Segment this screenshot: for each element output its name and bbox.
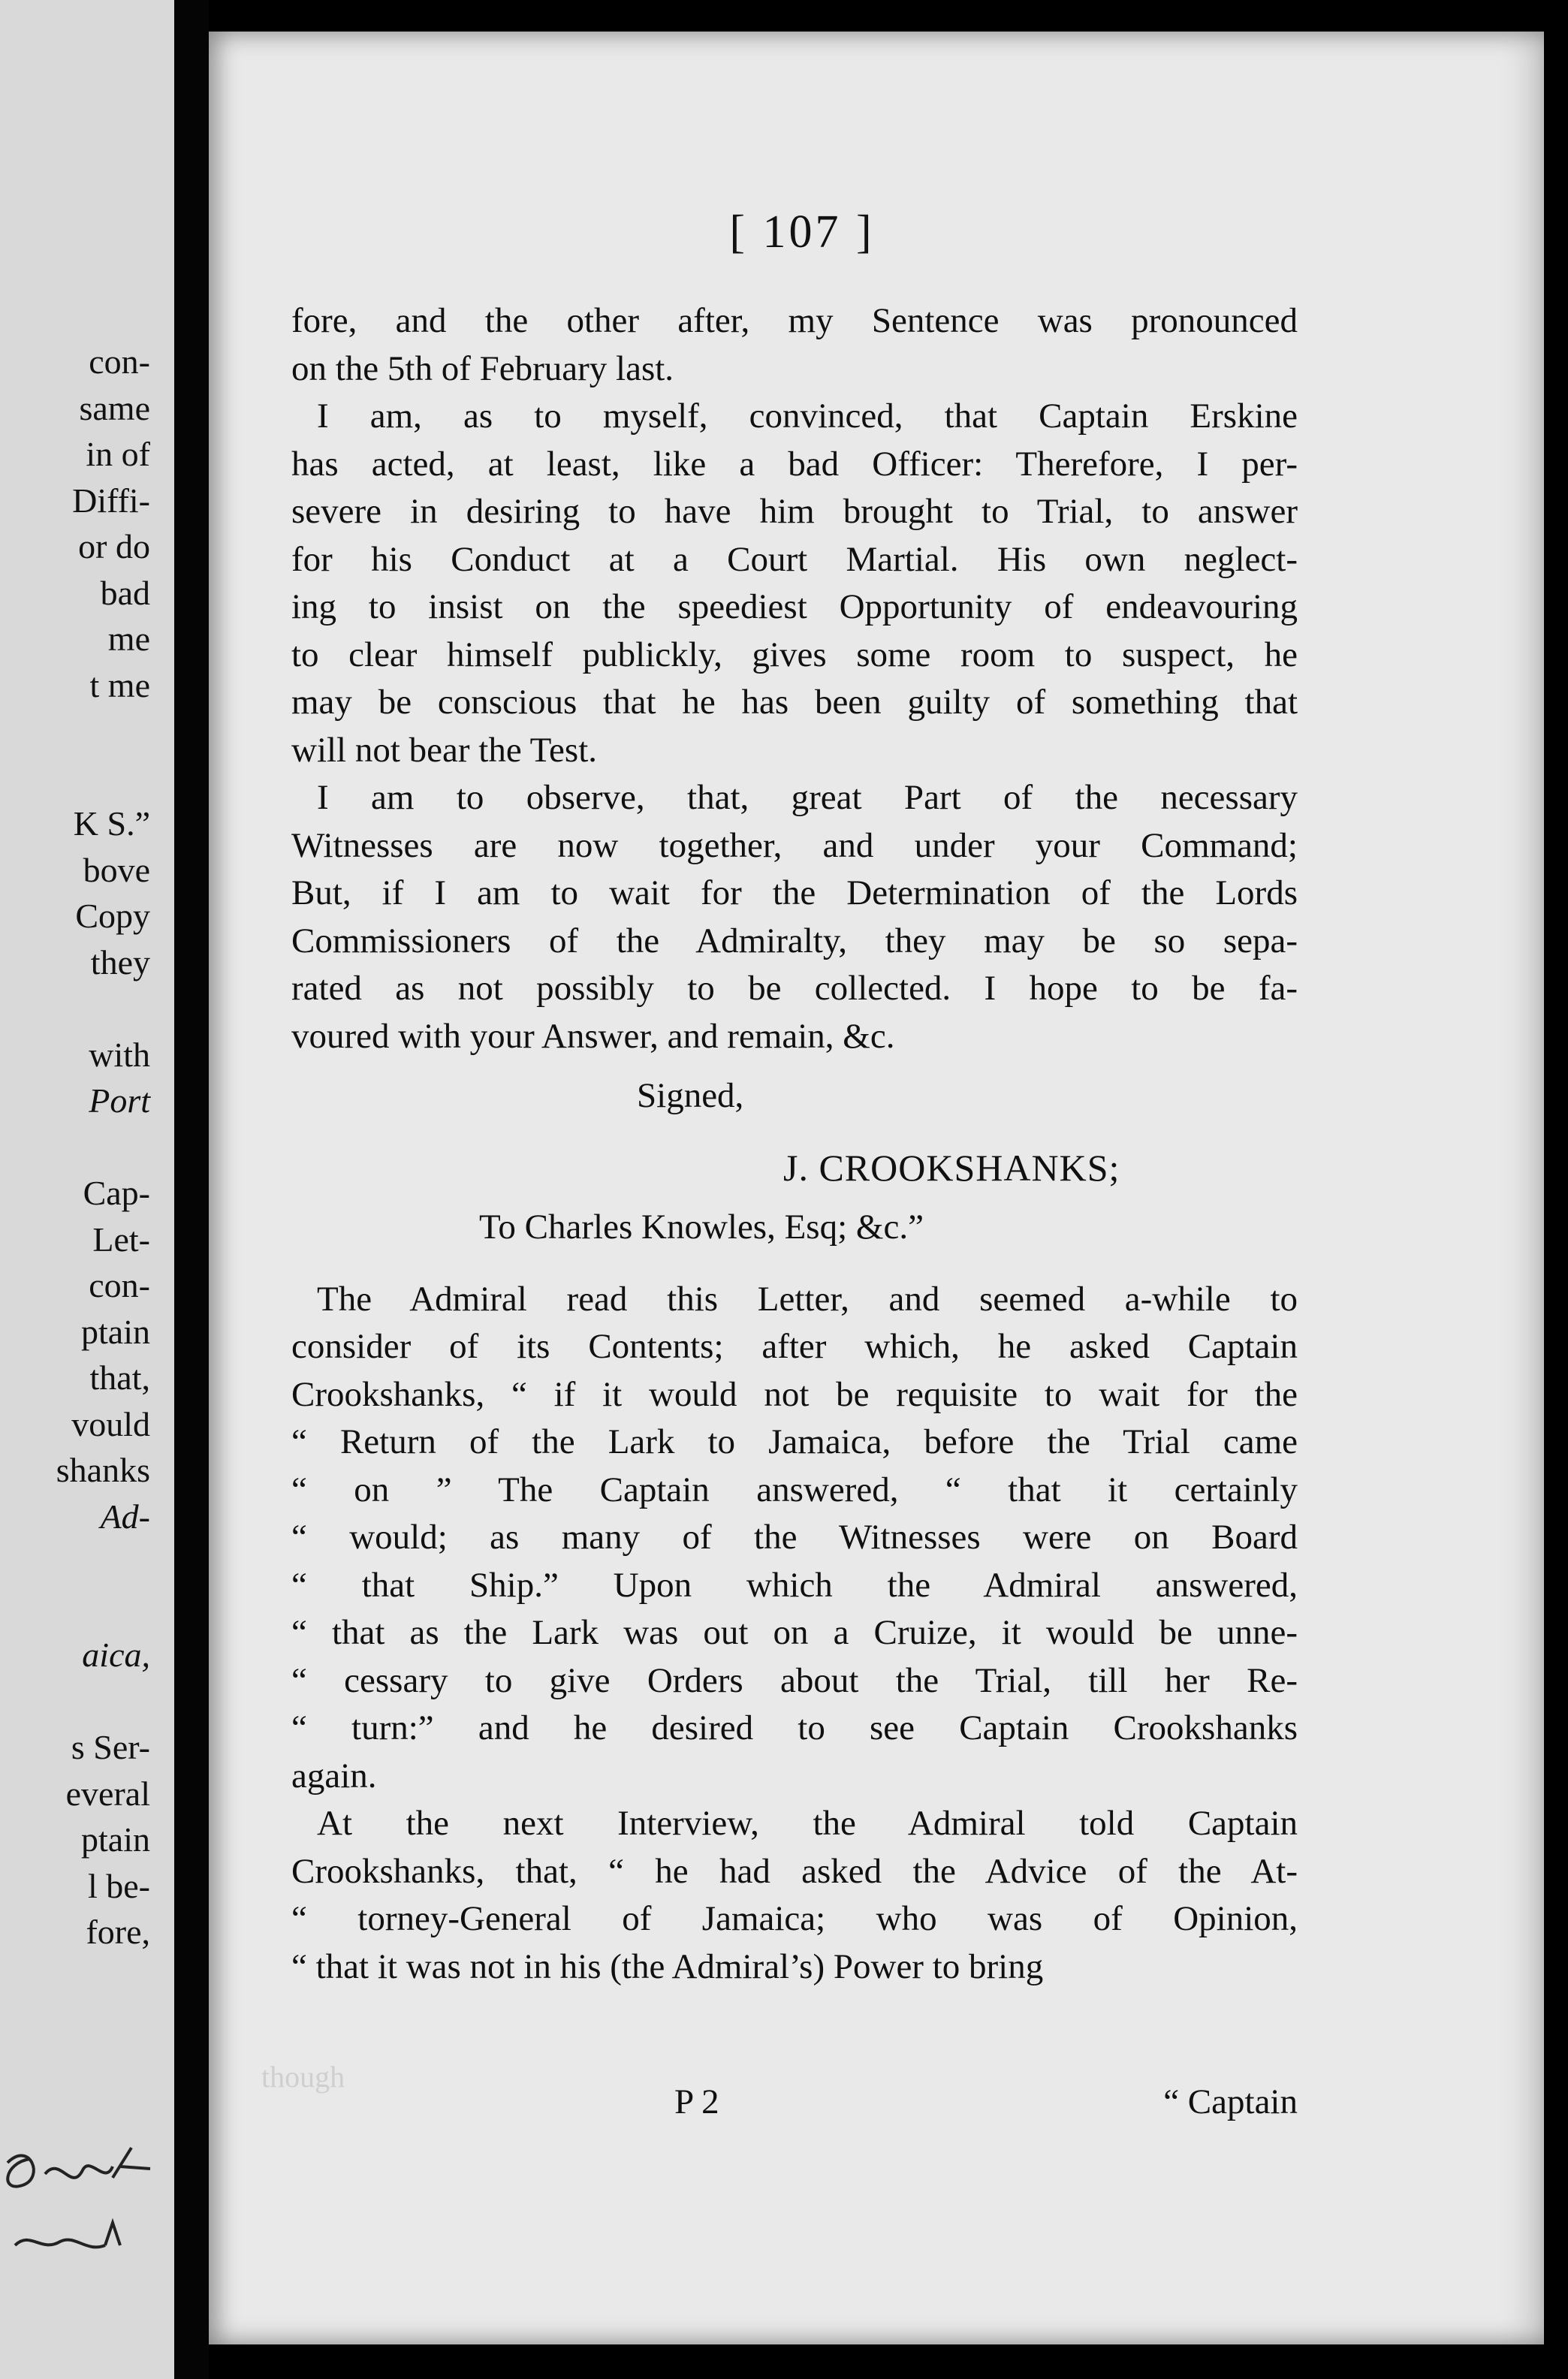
text-line: may be conscious that he has been guilty of something that [291, 683, 1298, 722]
left-page-fragment: Let- [92, 1220, 150, 1259]
text-line: “ torney-General of Jamaica; who was of Opinion, [291, 1899, 1298, 1938]
text-line: to clear himself publickly, gives some room to suspect, he [291, 635, 1298, 674]
text-line: “ would; as many of the Witnesses were on Board [291, 1518, 1298, 1557]
text-line: rated as not possibly to be collected. I hope to be fa- [291, 969, 1298, 1008]
text-line: ing to insist on the speediest Opportunity of endeavouring [291, 587, 1298, 626]
left-page-fragment: me [107, 620, 150, 658]
left-page-fragment: Copy [75, 897, 150, 935]
left-page-fragment: bad [100, 573, 150, 612]
left-page-fragment: s Ser- [71, 1728, 150, 1766]
left-page-fragment: fore, [86, 1913, 150, 1951]
text-line: Commissioners of the Admiralty, they may be so sepa- [291, 921, 1298, 960]
text-line: “ turn:” and he desired to see Captain Crookshanks [291, 1708, 1298, 1747]
text-line: “ on ” The Captain answered, “ that it certainly [291, 1470, 1298, 1509]
left-page-fragment: K S.” [73, 804, 150, 843]
text-line: fore, and the other after, my Sentence was pronounced [291, 301, 1298, 340]
signature-mark: P 2 [674, 2082, 719, 2121]
left-page-fragment: t me [89, 665, 150, 704]
right-page [209, 32, 1544, 2344]
paragraph-gap [291, 1192, 1298, 1204]
page-number: [ 107 ] [729, 207, 875, 258]
text-line: consider of its Contents; after which, he asked Captain [291, 1327, 1298, 1366]
text-line: for his Conduct at a Court Martial. His own neglect- [291, 539, 1298, 579]
text-line: Crookshanks, that, “ he had asked the Advice of the At- [291, 1851, 1298, 1891]
text-line: has acted, at least, like a bad Officer: Therefore, I per- [291, 444, 1298, 484]
left-page-fragment: they [90, 942, 150, 981]
text-line: Crookshanks, “ if it would not be requisite to wait for the [291, 1374, 1298, 1414]
signed-label: Signed, [637, 1076, 744, 1115]
text-line: “ that as the Lark was out on a Cruize, it would be unne- [291, 1613, 1298, 1652]
handwritten-marginalia [0, 2133, 174, 2298]
text-line: But, if I am to wait for the Determination of the Lords [291, 873, 1298, 912]
left-page-fragment: ptain [81, 1312, 150, 1351]
left-page-fragment: with [89, 1035, 150, 1074]
left-page-fragment: ptain [81, 1820, 150, 1859]
left-facing-page [0, 0, 174, 2379]
paragraph-gap [291, 1252, 1298, 1276]
text-line: “ that Ship.” Upon which the Admiral answered, [291, 1565, 1298, 1605]
left-page-fragment: con- [89, 342, 150, 381]
left-page-fragment: aica, [82, 1636, 150, 1674]
text-line: severe in desiring to have him brought to Trial, to answer [291, 492, 1298, 531]
left-page-fragment: that, [89, 1358, 150, 1397]
left-page-fragment: l be- [87, 1866, 150, 1905]
left-page-fragment: everal [65, 1774, 150, 1813]
left-page-fragment: con- [89, 1266, 150, 1304]
left-page-fragment: Ad- [100, 1497, 150, 1536]
catchword: “ Captain [1163, 2082, 1298, 2121]
left-page-fragment: or do [78, 527, 150, 565]
paragraph-gap [291, 1120, 1298, 1144]
text-line: on the 5th of February last. [291, 348, 674, 388]
left-page-fragment: Cap- [83, 1174, 150, 1212]
text-line: “ that it was not in his (the Admiral’s) Power to bring [291, 1946, 1044, 1986]
text-line: “ cessary to give Orders about the Trial, till her Re- [291, 1660, 1298, 1700]
text-line: I am, as to myself, convinced, that Captain Erskine [317, 396, 1298, 436]
left-page-fragment: Port [89, 1081, 150, 1120]
text-line: “ Return of the Lark to Jamaica, before the Trial came [291, 1422, 1298, 1461]
text-line: At the next Interview, the Admiral told Captain [317, 1804, 1298, 1843]
left-page-fragment: shanks [56, 1451, 150, 1489]
left-page-fragment: vould [71, 1404, 150, 1443]
page-footer [291, 2082, 1298, 2134]
left-page-fragment: bove [83, 850, 150, 889]
body-text [291, 297, 1298, 1991]
paragraph-gap [291, 1060, 1298, 1072]
book-gutter [174, 0, 209, 2379]
left-page-fragment: Diffi- [72, 481, 150, 520]
show-through-text: though [261, 2060, 345, 2094]
recipient-line: To Charles Knowles, Esq; &c.” [479, 1208, 924, 1247]
left-page-fragment: same [79, 388, 150, 427]
text-line: Witnesses are now together, and under your Command; [291, 825, 1298, 865]
text-line: The Admiral read this Letter, and seemed a-while to [317, 1279, 1298, 1319]
sender-name: J. CROOKSHANKS; [783, 1146, 1120, 1189]
left-page-fragment: in of [86, 435, 150, 473]
text-line: again. [291, 1756, 377, 1796]
text-line: voured with your Answer, and remain, &c. [291, 1016, 895, 1056]
text-line: I am to observe, that, great Part of the necessary [317, 778, 1298, 817]
text-line: will not bear the Test. [291, 730, 598, 770]
